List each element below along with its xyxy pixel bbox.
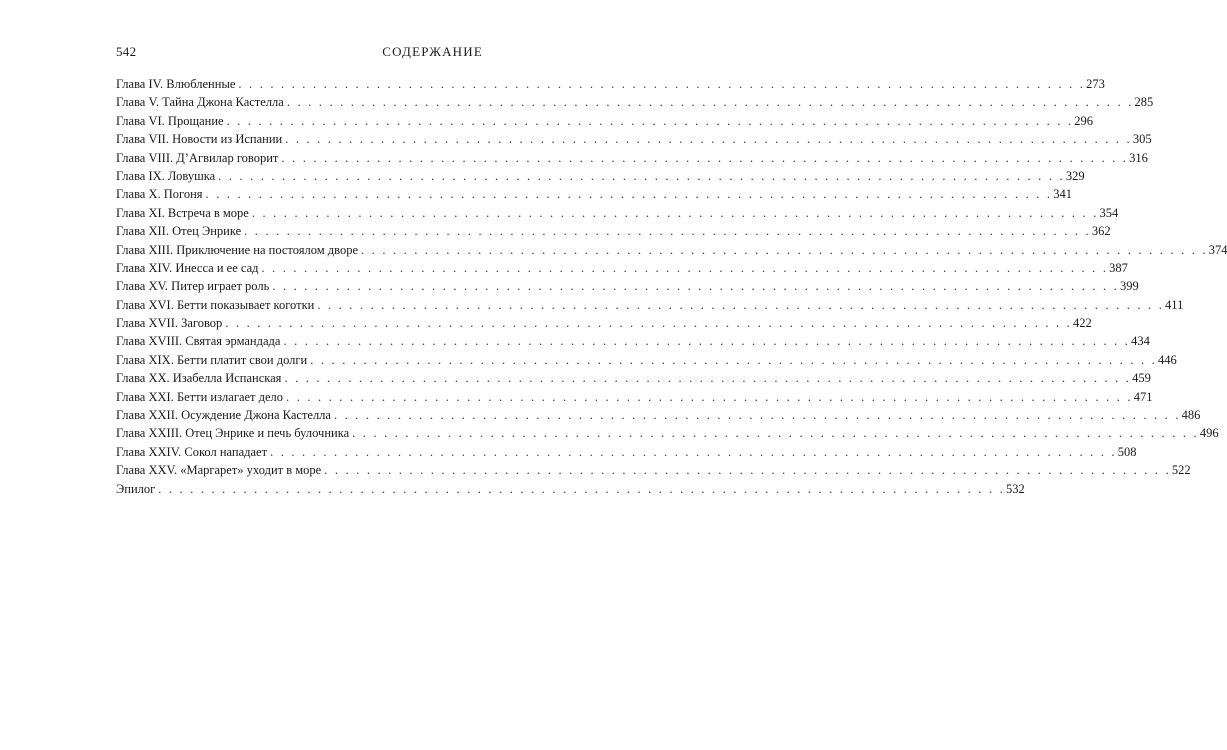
toc-entry <box>116 406 1201 424</box>
toc-entry-page-number: 285 <box>1134 95 1154 110</box>
toc-entry-title: Глава XIII. Приключение на постоялом дворе <box>116 242 359 257</box>
toc-entry-page-number: 273 <box>1086 77 1105 91</box>
toc-entry-page-number: 374 <box>1208 242 1227 257</box>
toc-entry-title: Глава IX. Ловушка <box>116 168 216 183</box>
toc-entry <box>116 314 1092 332</box>
dot-leader: . . . . . . . . . . . . . . . . . . . . . . . . . . . . . . . . . . . . . . . . . . . . . . . . . . . . . . . . . . . . . . . . . . . . . . . . . . . . . . . . <box>205 187 1053 202</box>
toc-entry-page-number: 362 <box>1091 224 1111 239</box>
toc-entry-title: Глава XX. Изабелла Испанская <box>116 371 282 386</box>
dot-leader: . . . . . . . . . . . . . . . . . . . . . . . . . . . . . . . . . . . . . . . . . . . . . . . . . . . . . . . . . . . . . . . . . . . . . . . . . . . . . . . . <box>244 224 1091 239</box>
toc-entry-page-number: 446 <box>1157 352 1177 367</box>
toc-entry-page-number: 486 <box>1181 408 1201 423</box>
dot-leader: . . . . . . . . . . . . . . . . . . . . . . . . . . . . . . . . . . . . . . . . . . . . . . . . . . . . . . . . . . . . . . . . . . . . . . . . . . . . . . . . <box>361 242 1208 257</box>
dot-leader: . . . . . . . . . . . . . . . . . . . . . . . . . . . . . . . . . . . . . . . . . . . . . . . . . . . . . . . . . . . . . . . . . . . . . . . . . . . . . . . . <box>286 95 1134 110</box>
toc-entry <box>116 259 1128 277</box>
toc-entry <box>116 388 1153 406</box>
dot-leader: . . . . . . . . . . . . . . . . . . . . . . . . . . . . . . . . . . . . . . . . . . . . . . . . . . . . . . . . . . . . . . . . . . . . . . . . . . . . . . . . <box>310 352 1157 367</box>
toc-entry-page-number: 411 <box>1165 297 1184 312</box>
dot-leader: . . . . . . . . . . . . . . . . . . . . . . . . . . . . . . . . . . . . . . . . . . . . . . . . . . . . . . . . . . . . . . . . . . . . . . . . . . . . . . . . <box>226 113 1074 128</box>
toc-entry <box>116 369 1151 387</box>
toc-entry-page-number: 459 <box>1132 371 1151 386</box>
dot-leader: . . . . . . . . . . . . . . . . . . . . . . . . . . . . . . . . . . . . . . . . . . . . . . . . . . . . . . . . . . . . . . . . . . . . . . . . . . . . . . . . <box>158 481 1005 496</box>
dot-leader: . . . . . . . . . . . . . . . . . . . . . . . . . . . . . . . . . . . . . . . . . . . . . . . . . . . . . . . . . . . . . . . . . . . . . . . . . . . . . . . . <box>225 316 1072 331</box>
toc-entry-title: Глава XXII. Осуждение Джона Кастелла <box>116 408 331 423</box>
toc-entry-title: Глава XXIII. Отец Энрике и печь булочника <box>116 426 350 441</box>
toc-entry <box>116 277 1139 295</box>
toc-entry <box>116 185 1072 203</box>
toc-entry-page-number: 354 <box>1099 205 1119 220</box>
toc-entry-page-number: 496 <box>1199 426 1219 441</box>
toc-entry-page-number: 387 <box>1109 260 1128 275</box>
running-head <box>116 44 483 60</box>
toc-entry-title: Глава IV. Влюбленные <box>116 77 236 91</box>
dot-leader: . . . . . . . . . . . . . . . . . . . . . . . . . . . . . . . . . . . . . . . . . . . . . . . . . . . . . . . . . . . . . . . . . . . . . . . . . . . . . . . . <box>270 444 1117 459</box>
toc-entry-page-number: 471 <box>1133 389 1153 404</box>
dot-leader: . . . . . . . . . . . . . . . . . . . . . . . . . . . . . . . . . . . . . . . . . . . . . . . . . . . . . . . . . . . . . . . . . . . . . . . . . . . . . . . . <box>261 260 1109 275</box>
toc-entry-page-number: 422 <box>1073 316 1092 331</box>
page-number: 542 <box>116 44 137 59</box>
dot-leader: . . . . . . . . . . . . . . . . . . . . . . . . . . . . . . . . . . . . . . . . . . . . . . . . . . . . . . . . . . . . . . . . . . . . . . . . . . . . . . . . <box>352 426 1199 441</box>
dot-leader: . . . . . . . . . . . . . . . . . . . . . . . . . . . . . . . . . . . . . . . . . . . . . . . . . . . . . . . . . . . . . . . . . . . . . . . . . . . . . . . . <box>285 132 1132 147</box>
toc-entry-title: Глава XV. Питер играет роль <box>116 279 270 294</box>
toc-entry <box>116 480 1025 498</box>
dot-leader: . . . . . . . . . . . . . . . . . . . . . . . . . . . . . . . . . . . . . . . . . . . . . . . . . . . . . . . . . . . . . . . . . . . . . . . . . . . . . . . . <box>281 150 1129 165</box>
toc-entry-title: Глава XXIV. Сокол нападает <box>116 444 268 459</box>
toc-entry-page-number: 434 <box>1131 334 1150 349</box>
toc-entry-page-number: 532 <box>1005 481 1025 496</box>
toc-entry <box>116 149 1148 167</box>
toc-entry-title: Глава XI. Встреча в море <box>116 205 249 220</box>
toc-entry <box>116 424 1219 442</box>
toc-entry <box>116 75 1105 93</box>
toc-entry-title: Глава VII. Новости из Испании <box>116 132 283 147</box>
toc-entry <box>116 93 1154 111</box>
toc-entry-title: Глава XVII. Заговор <box>116 316 223 331</box>
toc-entry-title: Глава V. Тайна Джона Кастелла <box>116 95 284 110</box>
section-title: СОДЕРЖАНИЕ <box>382 44 483 59</box>
toc-entry-title: Глава XIV. Инесса и ее сад <box>116 260 259 275</box>
toc-entry-title: Глава XVI. Бетти показывает коготки <box>116 297 315 312</box>
toc-entry-title: Глава XXV. «Маргарет» уходит в море <box>116 463 322 478</box>
toc-entry-page-number: 522 <box>1171 463 1191 478</box>
toc-entry-page-number: 316 <box>1129 150 1148 165</box>
toc-entry-title: Глава XVIII. Святая эрмандада <box>116 334 281 349</box>
dot-leader: . . . . . . . . . . . . . . . . . . . . . . . . . . . . . . . . . . . . . . . . . . . . . . . . . . . . . . . . . . . . . . . . . . . . . . . . . . . . . . . . <box>324 463 1171 478</box>
toc-entry-title: Глава XIX. Бетти платит свои долги <box>116 352 308 367</box>
dot-leader: . . . . . . . . . . . . . . . . . . . . . . . . . . . . . . . . . . . . . . . . . . . . . . . . . . . . . . . . . . . . . . . . . . . . . . . . . . . . . . . . <box>284 371 1132 386</box>
toc-entry-title: Глава X. Погоня <box>116 187 203 202</box>
toc-entry-page-number: 341 <box>1053 187 1072 202</box>
toc-entry-title: Глава XII. Отец Энрике <box>116 224 242 239</box>
toc-entry-page-number: 399 <box>1120 279 1139 294</box>
toc-entry-page-number: 329 <box>1065 168 1085 183</box>
toc-entry <box>116 112 1093 130</box>
toc-entry <box>116 443 1137 461</box>
toc-entry <box>116 351 1177 369</box>
toc-entry <box>116 222 1111 240</box>
dot-leader: . . . . . . . . . . . . . . . . . . . . . . . . . . . . . . . . . . . . . . . . . . . . . . . . . . . . . . . . . . . . . . . . . . . . . . . . . . . . . . . . <box>238 77 1086 91</box>
table-of-contents <box>116 75 1227 498</box>
toc-entry <box>116 241 1227 259</box>
dot-leader: . . . . . . . . . . . . . . . . . . . . . . . . . . . . . . . . . . . . . . . . . . . . . . . . . . . . . . . . . . . . . . . . . . . . . . . . . . . . . . . . <box>286 389 1133 404</box>
dot-leader: . . . . . . . . . . . . . . . . . . . . . . . . . . . . . . . . . . . . . . . . . . . . . . . . . . . . . . . . . . . . . . . . . . . . . . . . . . . . . . . . <box>251 205 1099 220</box>
dot-leader: . . . . . . . . . . . . . . . . . . . . . . . . . . . . . . . . . . . . . . . . . . . . . . . . . . . . . . . . . . . . . . . . . . . . . . . . . . . . . . . . <box>317 297 1165 312</box>
toc-entry <box>116 204 1119 222</box>
dot-leader: . . . . . . . . . . . . . . . . . . . . . . . . . . . . . . . . . . . . . . . . . . . . . . . . . . . . . . . . . . . . . . . . . . . . . . . . . . . . . . . . <box>283 334 1131 349</box>
toc-entry <box>116 461 1191 479</box>
toc-entry <box>116 167 1085 185</box>
toc-entry <box>116 296 1184 314</box>
dot-leader: . . . . . . . . . . . . . . . . . . . . . . . . . . . . . . . . . . . . . . . . . . . . . . . . . . . . . . . . . . . . . . . . . . . . . . . . . . . . . . . . <box>333 408 1181 423</box>
toc-entry-page-number: 296 <box>1074 113 1093 128</box>
toc-entry-title: Глава XXI. Бетти излагает дело <box>116 389 284 404</box>
toc-entry-title: Эпилог <box>116 481 156 496</box>
toc-entry <box>116 130 1152 148</box>
toc-entry <box>116 332 1150 350</box>
toc-entry-title: Глава VIII. Д’Агвилар говорит <box>116 150 279 165</box>
toc-entry-page-number: 305 <box>1132 132 1152 147</box>
dot-leader: . . . . . . . . . . . . . . . . . . . . . . . . . . . . . . . . . . . . . . . . . . . . . . . . . . . . . . . . . . . . . . . . . . . . . . . . . . . . . . . . <box>272 279 1119 294</box>
toc-entry-title: Глава VI. Прощание <box>116 113 224 128</box>
toc-entry-page-number: 508 <box>1117 444 1137 459</box>
dot-leader: . . . . . . . . . . . . . . . . . . . . . . . . . . . . . . . . . . . . . . . . . . . . . . . . . . . . . . . . . . . . . . . . . . . . . . . . . . . . . . . . <box>218 168 1065 183</box>
